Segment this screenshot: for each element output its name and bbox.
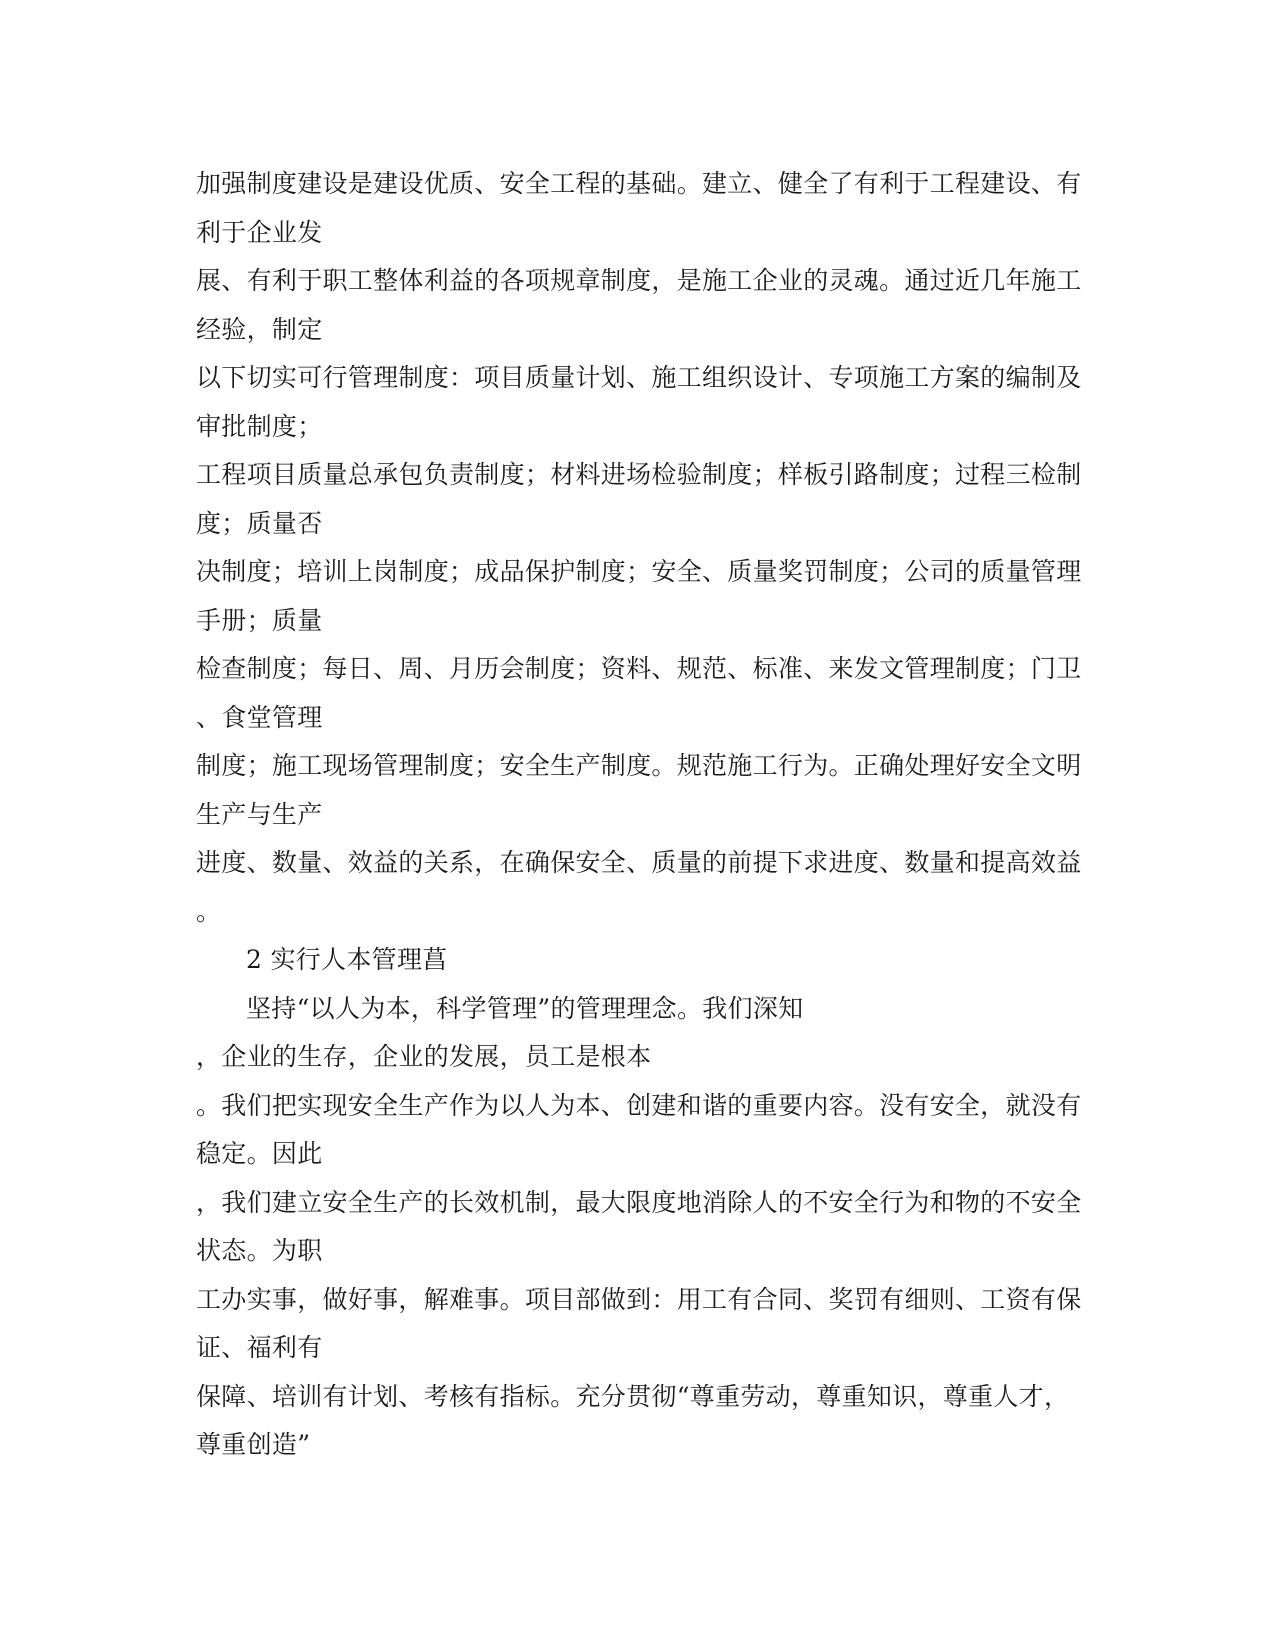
text-line: 利于企业发 (196, 217, 323, 247)
text-line: 经验，制定 (196, 314, 323, 344)
text-line: 以下切实可行管理制度：项目质量计划、施工组织设计、专项施工方案的编制及 (196, 363, 1082, 392)
text-line: ，企业的生存，企业的发展，员工是根本 (196, 1042, 652, 1071)
text-line: 生产与生产 (196, 799, 323, 829)
text-line: 工程项目质量总承包负责制度；材料进场检验制度；样板引路制度；过程三检制 (196, 460, 1082, 489)
text-line: 检查制度；每日、周、月历会制度；资料、规范、标准、来发文管理制度；门卫 (196, 654, 1082, 683)
text-line: 制度；施工现场管理制度；安全生产制度。规范施工行为。正确处理好安全文明 (196, 751, 1082, 780)
text-line: 工办实事，做好事，解难事。项目部做到：用工有合同、奖罚有细则、工资有保 (196, 1284, 1082, 1314)
text-line: 保障、培训有计划、考核有指标。充分贯彻“尊重劳动，尊重知识，尊重人才， (196, 1381, 1070, 1411)
text-line: 。我们把实现安全生产作为以人为本、创建和谐的重要内容。没有安全，就没有 (196, 1090, 1082, 1120)
text-line: 加强制度建设是建设优质、安全工程的基础。建立、健全了有利于工程建设、有 (196, 169, 1082, 198)
section-heading: 2 实行人本管理菖 (246, 945, 448, 974)
text-line: 。 (196, 896, 222, 926)
text-line: 决制度；培训上岗制度；成品保护制度；安全、质量奖罚制度；公司的质量管理 (196, 557, 1082, 586)
text-line: 稳定。因此 (196, 1139, 323, 1168)
text-line: 尊重创造” (196, 1430, 311, 1459)
text-line: 展、有利于职工整体利益的各项规章制度，是施工企业的灵魂。通过近几年施工 (196, 266, 1082, 295)
text-line: 度；质量否 (196, 508, 323, 538)
text-line: 坚持“以人为本，科学管理”的管理理念。我们深知 (246, 993, 804, 1023)
text-line: 审批制度； (196, 411, 323, 441)
text-line: 证、福利有 (196, 1333, 323, 1362)
text-line: 进度、数量、效益的关系，在确保安全、质量的前提下求进度、数量和提高效益 (196, 848, 1082, 877)
text-line: ，我们建立安全生产的长效机制，最大限度地消除人的不安全行为和物的不安全 (196, 1187, 1082, 1217)
text-line: 状态。为职 (196, 1236, 323, 1265)
text-line: 、食堂管理 (196, 702, 323, 732)
text-line: 手册；质量 (196, 605, 323, 635)
document-body (196, 160, 1096, 1470)
